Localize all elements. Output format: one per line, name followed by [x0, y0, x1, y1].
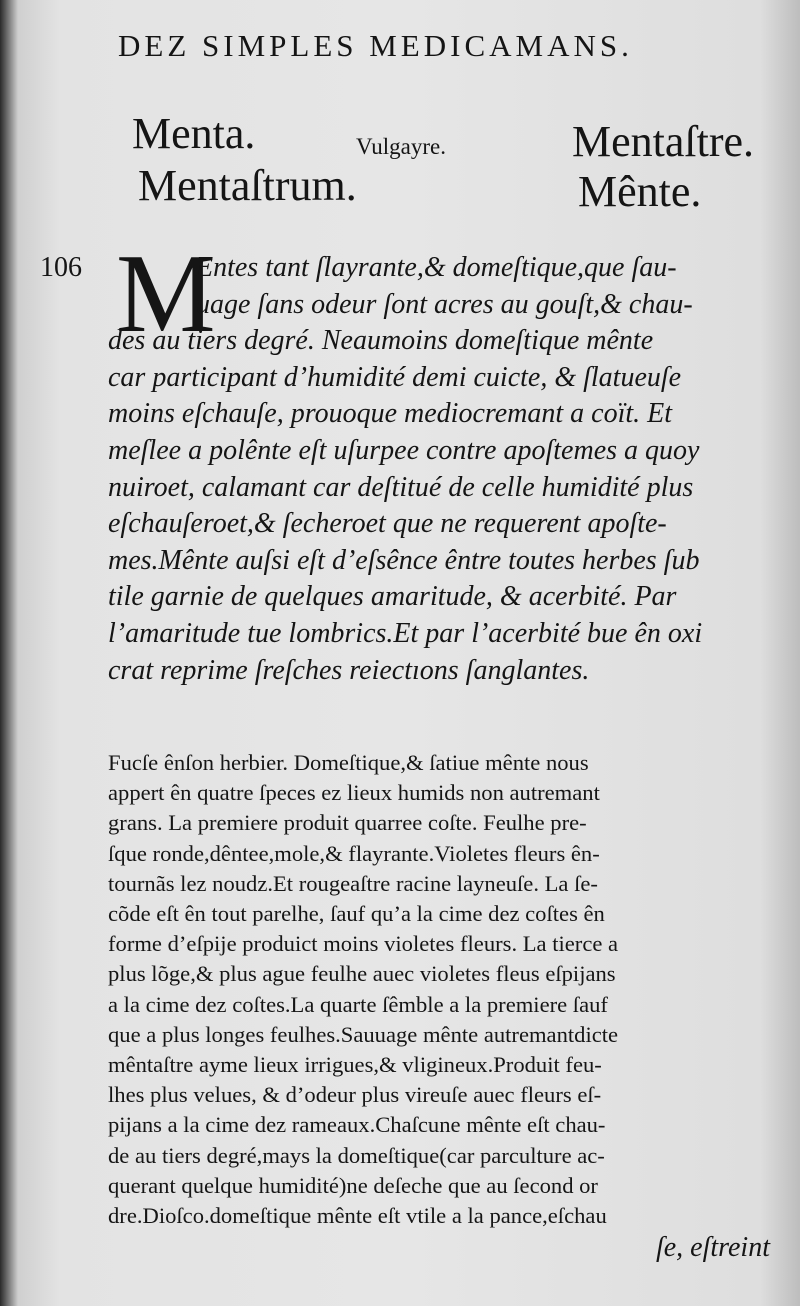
text-line: de au tiers degré,mays la domeſtique(car parculture ac-	[108, 1142, 605, 1168]
text-line: pijans a la cime dez rameaux.Chaſcune mênte eſt chau-	[108, 1112, 606, 1138]
text-line: Entes tant ſlayrante,& domeſtique,que ſau-	[196, 252, 677, 283]
title-latin-1: Menta.	[132, 109, 256, 158]
text-line: uage ſans odeur ſont acres au gouſt,& chau-	[196, 288, 693, 320]
text-line: crat reprime ſreſches reiectıons ſanglantes.	[108, 654, 590, 686]
running-header: DEZ SIMPLES MEDICAMANS.	[118, 28, 633, 63]
text-line: querant quelque humidité)ne deſeche que au ſecond or	[108, 1172, 598, 1198]
text-line: forme d’eſpije produict moins violetes fleurs. La tierce a	[108, 931, 619, 957]
text-line: nuiroet, calamant car deſtitué de celle humidité plus	[108, 471, 694, 503]
text-line: que a plus longes feulhes.Sauuage mênte autremantdicte	[108, 1021, 619, 1047]
title-french-1: Mentaſtre.	[572, 117, 755, 166]
text-line: lhes plus velues, & d’odeur plus vireuſe auec fleurs eſ-	[108, 1082, 602, 1108]
text-line: a la cime dez coſtes.La quarte ſêmble a la premiere ſauf	[108, 991, 608, 1017]
drop-cap: M	[116, 232, 216, 356]
title-french-2: Mênte.	[578, 167, 702, 216]
italic-paragraph	[108, 250, 768, 689]
roman-paragraph	[108, 748, 772, 1231]
catchword: ſe, eſtreint	[655, 1232, 770, 1263]
page-number: 106	[40, 252, 82, 283]
text-line: tile garnie de quelques amaritude, & acerbité. Par	[108, 581, 677, 613]
text-line: l’amaritude tue lombrics.Et par l’acerbité bue ên oxi	[108, 617, 703, 649]
text-line: appert ên quatre ſpeces ez lieux humids non autremant	[108, 780, 600, 806]
text-line: dre.Dioſco.domeſtique mênte eſt vtile a la pance,eſchau	[108, 1203, 607, 1229]
text-line: ſque ronde,dêntee,mole,& flayrante.Violetes fleurs ên-	[108, 840, 600, 866]
text-line: grans. La premiere produit quarree coſte. Feulhe pre-	[108, 810, 587, 836]
text-line: plus lõge,& plus ague feulhe auec violetes fleus eſpijans	[108, 961, 616, 987]
text-line: mêntaſtre ayme lieux irrigues,& vligineux.Produit feu-	[108, 1052, 602, 1078]
text-line: eſchauſeroet,& ſecheroet que ne requerent apoſte-	[108, 508, 667, 540]
text-line: meſlee a polênte eſt uſurpee contre apoſtemes a quoy	[108, 434, 700, 466]
text-line: moins eſchauſe, prouoque mediocremant a coït. Et	[108, 398, 673, 430]
text-line: tournãs lez noudz.Et rougeaſtre racine layneuſe. La ſe-	[108, 870, 598, 896]
title-latin-2: Mentaſtrum.	[138, 161, 357, 210]
title-vulgar: Vulgayre.	[356, 134, 446, 159]
text-line: cõde eſt ên tout parelhe, ſauf qu’a la cime dez coſtes ên	[108, 901, 605, 927]
text-line: des au tiers degré. Neaumoins domeſtique mênte	[108, 325, 654, 357]
text-line: mes.Mênte auſsi eſt d’eſsênce êntre toutes herbes ſub	[108, 544, 700, 576]
text-line: car participant d’humidité demi cuicte, & ſlatueuſe	[108, 361, 682, 393]
text-line: Fucſe ênſon herbier. Domeſtique,& ſatiue mênte nous	[108, 750, 589, 775]
